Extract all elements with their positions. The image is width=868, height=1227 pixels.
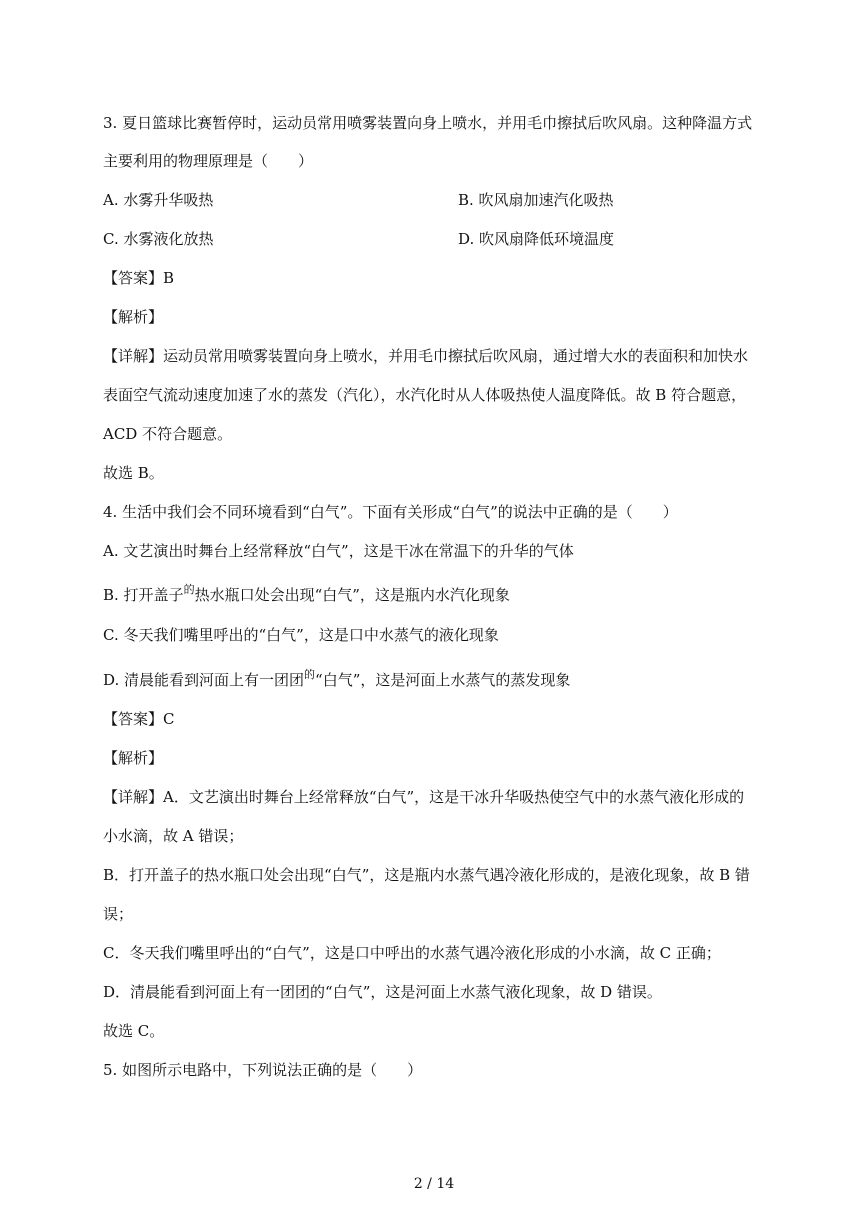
q3-conclusion: 故选 B。 — [103, 464, 164, 482]
q4-detail-line2: 小水滴，故 A 错误； — [103, 827, 244, 845]
q4-option-b — [103, 585, 510, 607]
q3-option-c: C. 水雾液化放热 — [103, 230, 214, 248]
q4-detail-line5: C．冬天我们嘴里呼出的“白气”，这是口中呼出的水蒸气遇冷液化形成的小水滴，故 C 正确； — [103, 944, 721, 962]
q4-stem: 4. 生活中我们会不同环境看到“白气”。下面有关形成“白气”的说法中正确的是（ ） — [103, 503, 678, 521]
q4-detail-line6: D．清晨能看到河面上有一团团的“白气”，这是河面上水蒸气液化现象，故 D 错误。 — [103, 983, 662, 1001]
q3-detail-line3: ACD 不符合题意。 — [103, 425, 233, 443]
page-number: 2 / 14 — [413, 1176, 455, 1192]
q4-option-b-post: 热水瓶口处会出现“白气”，这是瓶内水汽化现象 — [194, 586, 510, 604]
q4-option-b-sup: 的 — [183, 583, 195, 596]
q4-option-d-pre: D. 清晨能看到河面上有一团团 — [103, 671, 305, 689]
q4-option-c: C. 冬天我们嘴里呼出的“白气”，这是口中水蒸气的液化现象 — [103, 626, 499, 644]
q3-detail-line2: 表面空气流动速度加速了水的蒸发（汽化），水汽化时从人体吸热使人温度降低。故 B 符合题意， — [103, 386, 747, 404]
q4-detail-line3: B．打开盖子的热水瓶口处会出现“白气”，这是瓶内水蒸气遇冷液化形成的，是液化现象，故 B 错 — [103, 866, 750, 884]
q3-option-d: D. 吹风扇降低环境温度 — [458, 230, 615, 248]
q3-option-b: B. 吹风扇加速汽化吸热 — [458, 191, 614, 209]
q3-stem-line1: 3. 夏日篮球比赛暂停时，运动员常用喷雾装置向身上喷水，并用毛巾擦拭后吹风扇。这种降温方式 — [103, 114, 753, 132]
q4-option-b-pre: B. 打开盖子 — [103, 586, 184, 604]
q4-detail-line4: 误； — [103, 905, 134, 923]
q4-detail-line1: 【详解】A．文艺演出时舞台上经常释放“白气”，这是干冰升华吸热使空气中的水蒸气液化形成的 — [103, 788, 745, 806]
q3-detail-line1: 【详解】运动员常用喷雾装置向身上喷水，并用毛巾擦拭后吹风扇，通过增大水的表面积和加快水 — [103, 347, 749, 365]
q3-answer: 【答案】B — [103, 269, 175, 287]
q5-stem: 5. 如图所示电路中，下列说法正确的是（ ） — [103, 1061, 423, 1079]
q4-option-d-sup: 的 — [304, 668, 316, 681]
q3-analysis-heading: 【解析】 — [103, 308, 164, 326]
q4-conclusion: 故选 C。 — [103, 1022, 165, 1040]
q4-option-d — [103, 670, 570, 692]
q4-option-d-post: “白气”，这是河面上水蒸气的蒸发现象 — [315, 671, 571, 689]
q3-stem-line2: 主要利用的物理原理是（ ） — [103, 152, 314, 170]
q4-option-a: A. 文艺演出时舞台上经常释放“白气”，这是干冰在常温下的升华的气体 — [103, 542, 574, 560]
q4-analysis-heading: 【解析】 — [103, 749, 164, 767]
q4-answer: 【答案】C — [103, 710, 175, 728]
q3-option-a: A. 水雾升华吸热 — [103, 191, 214, 209]
